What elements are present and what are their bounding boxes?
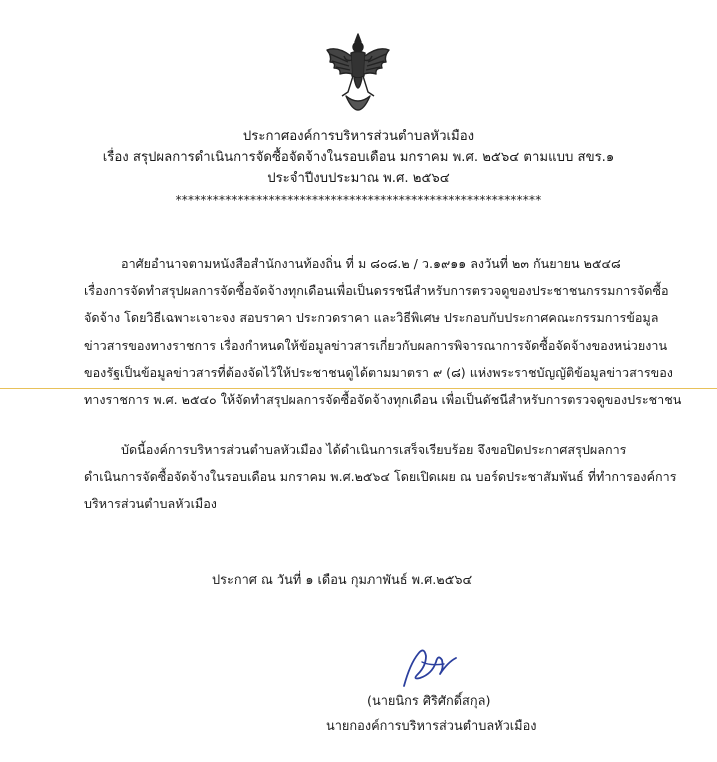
- paragraph-1-line: อาศัยอำนาจตามหนังสือสำนักงานท้องถิ่น ที่ ม ๘๐๘.๒ / ว.๑๙๑๑ ลงวันที่ ๒๓ กันยายน ๒๕๔๘: [121, 256, 621, 271]
- highlight-rule: [0, 388, 717, 389]
- document-header: [60, 126, 657, 189]
- header-org-line: ประกาศองค์การบริหารส่วนตำบลหัวเมือง: [242, 129, 475, 144]
- header-divider: ***********************************************************: [175, 193, 542, 207]
- paragraph-1-line: ทางราชการ พ.ศ. ๒๕๔๐ ให้จัดทำสรุปผลการจัดซื้อจัดจ้างทุกเดือน เพื่อเป็นดัชนีสำหรับการตรวจดูของประชาชน: [84, 392, 682, 408]
- paragraph-2-line: บัดนี้องค์การบริหารส่วนตำบลหัวเมือง ได้ดำเนินการเสร็จเรียบร้อย จึงขอปิดประกาศสรุปผลการ: [121, 442, 627, 457]
- signer-name: (นายนิกร ศิริศักดิ์สกุล): [367, 694, 491, 709]
- paragraph-1-line: เรื่องการจัดทำสรุปผลการจัดซื้อจัดจ้างทุกเดือนเพื่อเป็นดรรชนีสำหรับการตรวจดูของประชาชนกรรมการจัดซื้อ: [84, 283, 669, 299]
- paragraph-1-line: จัดจ้าง โดยวิธีเฉพาะเจาะจง สอบราคา ประกวดราคา และวิธีพิเศษ ประกอบกับประกาศคณะกรรมการข้อมูล: [84, 310, 659, 326]
- paragraph-1-line: ข่าวสารของทางราชการ เรื่องกำหนดให้ข้อมูลข่าวสารเกี่ยวกับผลการพิจารณาการจัดซื้อจัดจ้างของหน่วยงาน: [84, 337, 668, 353]
- paragraph-1-line: ของรัฐเป็นข้อมูลข่าวสารที่ต้องจัดไว้ให้ประชาชนดูได้ตามมาตรา ๙ (๘) แห่งพระราชบัญญัติข้อมูลข่าวสารของ: [84, 364, 673, 380]
- announce-date-line: ประกาศ ณ วันที่ ๑ เดือน กุมภาพันธ์ พ.ศ.๒๕๖๔: [212, 573, 473, 588]
- header-subject-line: เรื่อง สรุปผลการดำเนินการจัดซื้อจัดจ้างในรอบเดือน มกราคม พ.ศ. ๒๕๖๔ ตามแบบ สขร.๑: [102, 150, 615, 165]
- garuda-emblem-icon: [324, 32, 392, 112]
- signer-title: นายกองค์การบริหารส่วนตำบลหัวเมือง: [326, 719, 537, 734]
- paragraph-2: [84, 436, 684, 518]
- header-fiscal-year-line: ประจำปีงบประมาณ พ.ศ. ๒๕๖๔: [267, 171, 450, 186]
- paragraph-2-line: บริหารส่วนตำบลหัวเมือง: [84, 496, 217, 512]
- paragraph-2-line: ดำเนินการจัดซื้อจัดจ้างในรอบเดือน มกราคม พ.ศ.๒๕๖๔ โดยเปิดเผย ณ บอร์ดประชาสัมพันธ์ ที่ทำการองค์การ: [84, 469, 677, 485]
- handwritten-signature-icon: [396, 644, 466, 690]
